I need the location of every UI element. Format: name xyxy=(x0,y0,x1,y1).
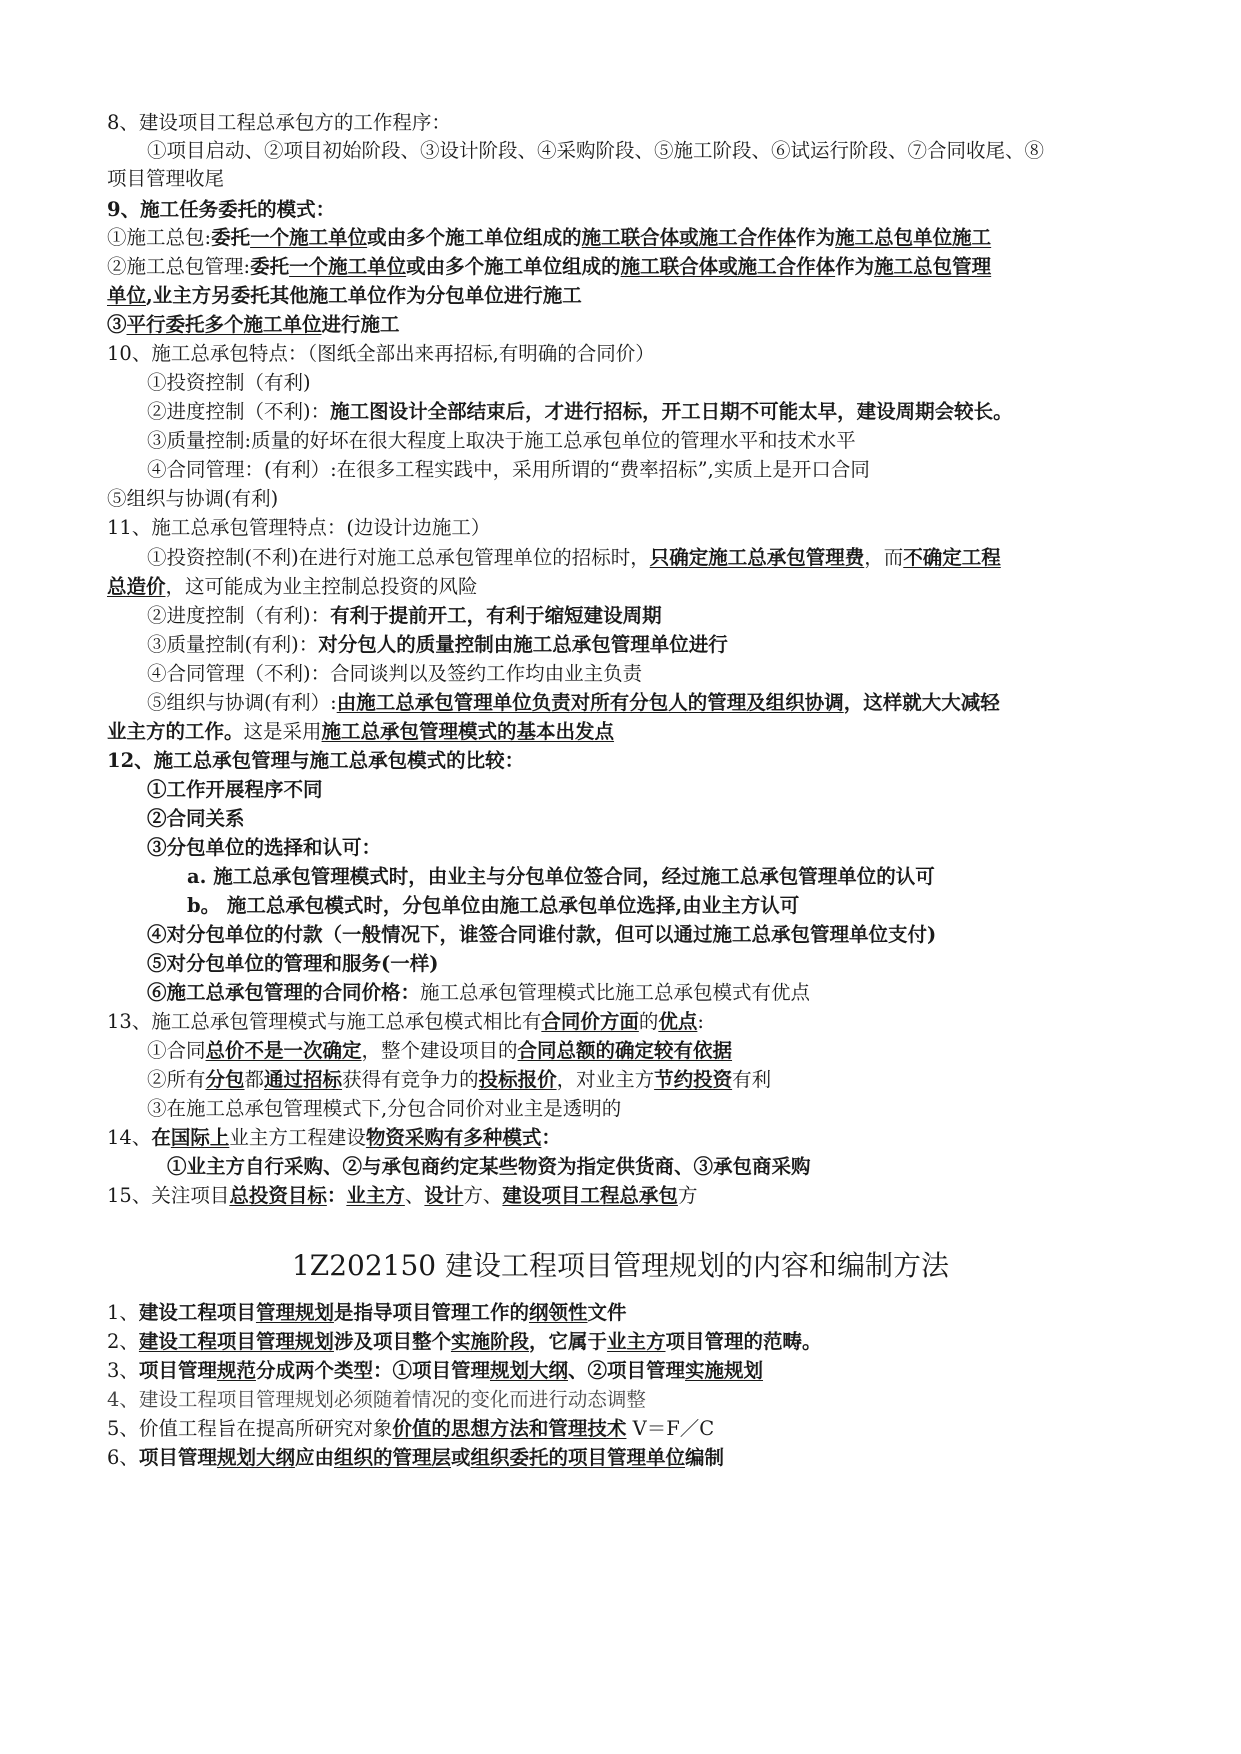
s14-line1: ①业主方自行采购、②与承包商约定某些物资为指定供货商、③承包商采购 xyxy=(167,1155,811,1178)
s13-line1: ①合同总价不是一次确定，整个建设项目的合同总额的确定较有依据 xyxy=(147,1039,733,1062)
s11-line3: ③质量控制(有利)：对分包人的质量控制由施工总承包管理单位进行 xyxy=(147,633,728,656)
s8-heading: 8、建设项目工程总承包方的工作程序： xyxy=(107,111,451,134)
s11-heading: 11、施工总承包管理特点：(边设计边施工） xyxy=(107,516,491,539)
n5-line: 5、价值工程旨在提高所研究对象价值的思想方法和管理技术 V＝F／C xyxy=(107,1417,715,1440)
s11-line1-cont: 总造价，这可能成为业主控制总投资的风险 xyxy=(107,575,478,598)
section-title: 1Z202150 建设工程项目管理规划的内容和编制方法 xyxy=(291,1249,950,1282)
s13-heading: 13、施工总承包管理模式与施工总承包模式相比有合同价方面的优点: xyxy=(107,1010,704,1033)
s10-line4: ④合同管理：(有利）:在很多工程实践中，采用所谓的“费率招标”,实质上是开口合同 xyxy=(147,458,870,481)
n4-line: 4、建设工程项目管理规划必须随着情况的变化而进行动态调整 xyxy=(107,1388,646,1411)
s10-heading: 10、施工总承包特点：（图纸全部出来再招标,有明确的合同价） xyxy=(107,342,655,365)
s13-line2: ②所有分包都通过招标获得有竞争力的投标报价，对业主方节约投资有利 xyxy=(147,1068,772,1091)
s15-line: 15、关注项目总投资目标：业主方、设计方、建设项目工程总承包方 xyxy=(107,1184,698,1207)
n1-line: 1、建设工程项目管理规划是指导项目管理工作的纲领性文件 xyxy=(107,1301,627,1324)
s10-line5: ⑤组织与协调(有利) xyxy=(107,487,279,510)
s11-line5: ⑤组织与协调(有利）:由施工总承包管理单位负责对所有分包人的管理及组织协调，这样就大大减轻 xyxy=(147,691,1000,714)
s8-line1: ①项目启动、②项目初始阶段、③设计阶段、④采购阶段、⑤施工阶段、⑥试运行阶段、⑦合同收尾、⑧ xyxy=(147,139,1045,162)
s12-heading: 12、施工总承包管理与施工总承包模式的比较： xyxy=(107,749,525,772)
s12-line-b: b。 施工总承包模式时，分包单位由施工总承包单位选择,由业主方认可 xyxy=(187,894,800,917)
n2-line: 2、建设工程项目管理规划涉及项目整个实施阶段，它属于业主方项目管理的范畴。 xyxy=(107,1330,822,1353)
s11-line2: ②进度控制（有利)：有利于提前开工，有利于缩短建设周期 xyxy=(147,604,662,627)
s12-line-a: a. 施工总承包管理模式时，由业主与分包单位签合同，经过施工总承包管理单位的认可 xyxy=(187,865,935,888)
s12-line6: ⑥施工总承包管理的合同价格：施工总承包管理模式比施工总承包模式有优点 xyxy=(147,981,811,1004)
s14-heading: 14、在国际上业主方工程建设物资采购有多种模式： xyxy=(107,1126,561,1149)
s9-item1: ①施工总包:委托一个施工单位或由多个施工单位组成的施工联合体或施工合作体作为施工总包单位施工 xyxy=(107,226,992,249)
s9-item2: ②施工总包管理:委托一个施工单位或由多个施工单位组成的施工联合体或施工合作体作为施工总包管理 xyxy=(107,255,992,278)
s11-line4: ④合同管理（不利)：合同谈判以及签约工作均由业主负责 xyxy=(147,662,643,685)
s12-line2: ②合同关系 xyxy=(147,807,245,830)
n6-line: 6、项目管理规划大纲应由组织的管理层或组织委托的项目管理单位编制 xyxy=(107,1446,725,1469)
s12-line5: ⑤对分包单位的管理和服务(一样) xyxy=(147,952,439,975)
n3-line: 3、项目管理规范分成两个类型：①项目管理规划大纲、②项目管理实施规划 xyxy=(107,1359,764,1382)
s10-line2: ②进度控制（不利)：施工图设计全部结束后，才进行招标，开工日期不可能太早，建设周期会较长。 xyxy=(147,400,1013,423)
s11-line5-cont: 业主方的工作。这是采用施工总承包管理模式的基本出发点 xyxy=(107,720,615,743)
s10-line1: ①投资控制（有利) xyxy=(147,371,311,394)
s9-item3: ③平行委托多个施工单位进行施工 xyxy=(107,313,400,336)
s9-item2-cont: 单位,业主方另委托其他施工单位作为分包单位进行施工 xyxy=(107,284,582,307)
s12-line1: ①工作开展程序不同 xyxy=(147,778,323,801)
s11-line1: ①投资控制(不利)在进行对施工总承包管理单位的招标时，只确定施工总承包管理费，而不确定工程 xyxy=(147,546,1001,569)
s8-line2: 项目管理收尾 xyxy=(107,167,225,190)
s13-line3: ③在施工总承包管理模式下,分包合同价对业主是透明的 xyxy=(147,1097,622,1120)
s12-line4: ④对分包单位的付款（一般情况下，谁签合同谁付款，但可以通过施工总承包管理单位支付) xyxy=(147,923,937,946)
s10-line3: ③质量控制:质量的好坏在很大程度上取决于施工总承包单位的管理水平和技术水平 xyxy=(147,429,856,452)
s9-heading: 9、施工任务委托的模式： xyxy=(107,198,336,221)
s12-line3: ③分包单位的选择和认可： xyxy=(147,836,382,859)
